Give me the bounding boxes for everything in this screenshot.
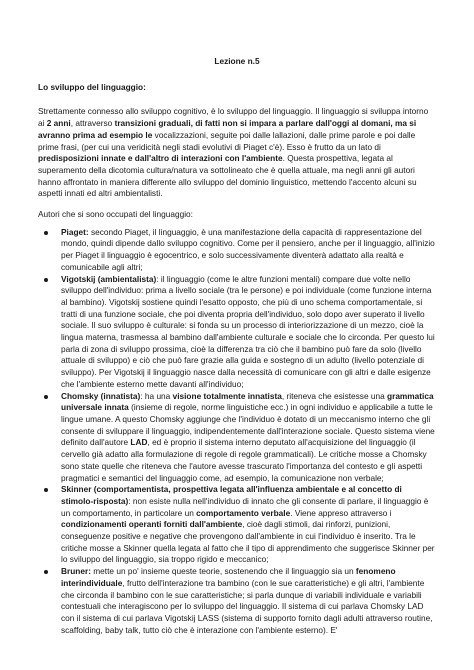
intro-paragraph bbox=[38, 106, 436, 200]
text-run: (insieme di regole, norme linguistiche ecc.) in ogni individuo e applicabile a tutte le lingue umane. A questo Chomsky aggiunge che l'individuo è dotato di un meccanismo interno che gli consente di sviluppare il linguaggio, indipendentemente dall'interazione sociale. Questo sistema viene definito dall'autore bbox=[61, 402, 435, 448]
text-run: . Viene appreso attraverso i bbox=[290, 507, 392, 518]
text-run: , frutto dell'interazione tra bambino (con le sue caratteristiche) e gli altri, l'ambiente che circonda il bambino con le sue caratteristiche; si parla dunque di variabili individuale e variabili contestuali che interagiscono per lo sviluppo del linguaggio. Il sistema di cui parlava Chomsky LAD con il sistema di cui parlava Vigotskij LASS (sistema di supporto fornito dagli adulti attraverso routine, scaffolding, baby talk, tutto ciò che è interazione con l'ambiente esterno). E' bbox=[61, 577, 433, 635]
text-run: secondo Piaget, il linguaggio, è una manifestazione della capacità di rappresentazione del mondo, quindi dipende dallo sviluppo cognitivo. Come per il pensiero, anche per il linguaggio, all'inizio per Piaget il linguaggio è egocentrico, e solo successivamente diventerà adattato alla realtà e comunicabile agli altri; bbox=[61, 226, 435, 272]
page-title: Lezione n.5 bbox=[214, 56, 260, 66]
author-item bbox=[38, 484, 436, 566]
bold-text: transizioni graduali, di fatti non si impara a parlare dall'oggi al domani, ma si avranno prima ad esempio le bbox=[38, 118, 417, 140]
bold-text: 2 anni bbox=[46, 118, 71, 129]
bold-text: condizionamenti operanti forniti dall'ambiente bbox=[61, 519, 243, 530]
bold-text: LAD bbox=[130, 437, 148, 448]
bold-text: grammatica universale innata bbox=[61, 390, 434, 413]
text-run: vocalizzazioni, seguite poi dalle lallazioni, dalle prime parole e poi dalle prime frasi, (per cui una veridicità negli stadi evolutivi di Piaget c'è). Esso è frutto da un lato di bbox=[38, 129, 416, 152]
section-heading: Lo sviluppo del linguaggio: bbox=[38, 81, 146, 92]
text-run: : il linguaggio (come le altre funzioni mentali) compare due volte nello sviluppo dell'individuo: prima a livello sociale (tra le persone) e poi individuale (come funzione interna al bambino). Vigotskij sostiene quindi l'esatto opposto, che più di uno schema comportamentale, si tratti di una funzione sociale, che poi diventa propria dell'individuo, solo dopo aver superato il livello sociale. Il suo sviluppo è culturale: si fonda su un processo di interiorizzazione di un mezzo, cioè la lingua materna, trasmessa al bambino dall'ambiente culturale e sociale che lo circonda. Per questo lui parla di zona di sviluppo prossima, cioè la differenza tra ciò che il bambino può fare da solo (livello attuale di sviluppo) e ciò che può fare grazie alla guida e sostegno di un adulto (livello potenziale di sviluppo). Per Vigotskij il linguaggio nasce dalla necessità di comunicare con gli altri e dalle esigenze che l'ambiente esterno mette davanti all'individuo; bbox=[61, 273, 435, 389]
text-run: , ed è proprio il sistema interno deputato all'acquisizione del linguaggio (il cervello già adatto alla formulazione di regole di regole grammaticali). Le critiche mosse a Chomsky sono state quelle che riteneva che l'autore avesse trascurato l'importanza del contesto e gli aspetti pragmatici e semantici del linguaggio come, ad esempio, la comunicazione non verbale; bbox=[61, 437, 427, 483]
bold-text: Piaget: bbox=[61, 226, 89, 237]
author-item bbox=[38, 566, 436, 636]
bold-text: fenomeno interindividuale bbox=[61, 566, 396, 588]
bold-text: comportamento verbale bbox=[196, 507, 291, 518]
bullet-icon bbox=[44, 278, 48, 282]
text-run: : ha una bbox=[140, 390, 173, 401]
bullet-icon bbox=[44, 488, 48, 492]
bold-text: Chomsky (innatista) bbox=[61, 390, 141, 401]
bold-text: predisposizioni innate e dall'altro di interazioni con l'ambiente bbox=[38, 153, 283, 164]
authors-list bbox=[38, 227, 436, 637]
bold-text: Bruner: bbox=[61, 566, 91, 577]
bold-text: Vigotskij (ambientalista) bbox=[61, 273, 157, 284]
authors-intro: Autori che si sono occupati del linguaggio: bbox=[38, 209, 193, 220]
bullet-icon bbox=[44, 231, 48, 235]
bullet-icon bbox=[44, 570, 48, 574]
author-item bbox=[38, 274, 436, 391]
text-run: Strettamente connesso allo sviluppo cognitivo, è lo sviluppo del linguaggio. Il linguaggio si sviluppa intorno ai bbox=[38, 106, 429, 129]
text-run: mette un po' insieme queste teorie, sostenendo che il linguaggio sia un bbox=[90, 566, 356, 577]
text-run: : non esiste nulla nell'individuo di innato che gli consente di parlare, il linguaggio è un comportamento, in particolare un bbox=[61, 495, 429, 518]
author-item bbox=[38, 391, 436, 485]
bold-text: visione totalmente innatista bbox=[172, 390, 282, 401]
author-item bbox=[38, 227, 436, 274]
text-run: , attraverso bbox=[70, 118, 115, 129]
text-run: . Questa prospettiva, legata al superamento della dicotomia cultura/natura va sottolineato che è quella attuale, ma negli anni gli autori hanno affrontato in maniera differente allo sviluppo del dominio linguistico, mettendo l'accento alcuni su aspetti innati ed altri ambientalisti. bbox=[38, 153, 417, 199]
bullet-icon bbox=[44, 395, 48, 399]
text-run: , cioè dagli stimoli, dai rinforzi, punizioni, conseguenze positive e negative che provengono dall'ambiente in cui l'individuo è inserito. Tra le critiche mosse a Skinner quella legata al fatto che il tipo di apprendimento che suggerisce Skinner per lo sviluppo del linguaggio, sia troppo rigido e meccanico; bbox=[61, 519, 435, 565]
text-run: , riteneva che esistesse una bbox=[281, 390, 388, 401]
bold-text: Skinner (comportamentista, prospettiva legata all'influenza ambientale e al concetto di stimolo-risposta) bbox=[61, 484, 402, 506]
